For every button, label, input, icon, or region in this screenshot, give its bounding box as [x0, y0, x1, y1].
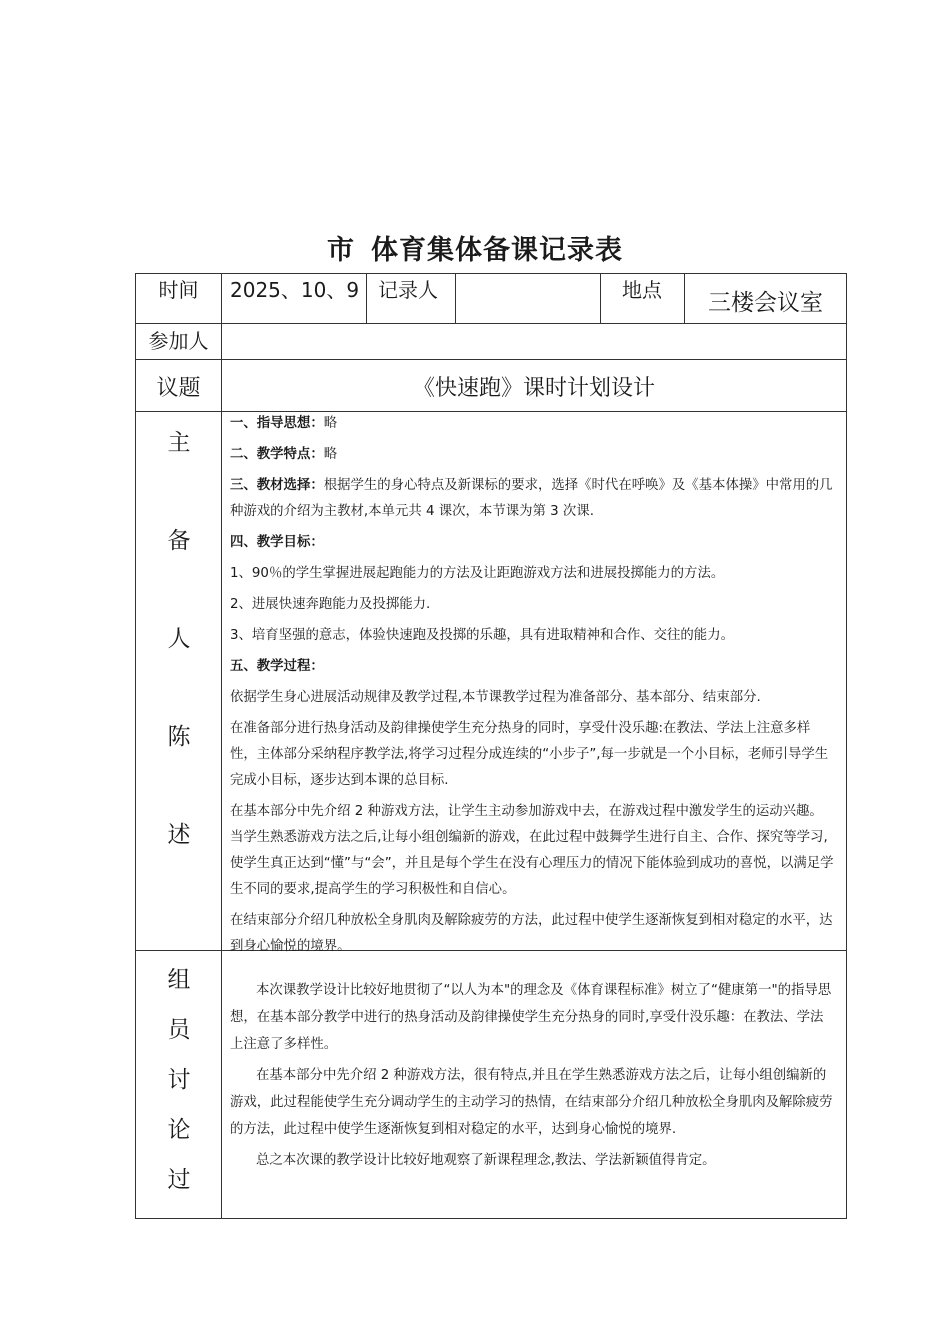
title-main: 体育集体备课记录表: [371, 235, 623, 266]
discussion-paragraph: 在基本部分中先介绍 2 种游戏方法，很有特点,并且在学生熟悉游戏方法之后，让每小组创编新的游戏，此过程能使学生充分调动学生的主动学习的热情，在结束部分介绍几种放松全身肌肉及解除疲劳的方法，此过程中使学生逐渐恢复到相对稳定的水平，达到身心愉悦的境界.: [230, 1068, 833, 1137]
section-teaching-goals: [230, 530, 836, 556]
discussion-label-char: 过: [167, 1167, 191, 1193]
table-border-bottom: [135, 1218, 847, 1219]
presenter-label-char: 述: [167, 822, 191, 848]
section-guiding-idea: [230, 411, 836, 437]
discussion-paragraph: 总之本次课的教学设计比较好地观察了新课程理念,教法、学法新颖值得肯定。: [256, 1153, 716, 1168]
participants-label: 参加人: [148, 329, 209, 353]
section-teaching-features: [230, 442, 836, 468]
discussion-paragraph: 本次课教学设计比较好地贯彻了“以人为本"的理念及《体育课程标准》树立了“健康第一"的指导思想，在基本部分教学中进行的热身活动及韵律操使学生充分热身的同时,享受什没乐趣：在教法、学法上注意了多样性。: [230, 983, 832, 1052]
column-divider: [366, 273, 367, 323]
discussion-content: [230, 977, 836, 1174]
presenter-label-char: 主: [167, 430, 191, 456]
discussion-label-char: 讨: [167, 1067, 191, 1093]
time-value: 2025、10、9: [230, 278, 360, 302]
discussion-label-char: 论: [167, 1117, 191, 1143]
goal-item: 2、进展快速奔跑能力及投掷能力.: [230, 597, 431, 612]
section-heading: 五、教学过程：: [230, 659, 324, 674]
section-heading: 一、指导思想：: [230, 416, 324, 431]
presenter-label-char: 人: [167, 626, 191, 652]
row-divider: [135, 359, 847, 360]
place-label: 地点: [622, 278, 662, 302]
section-heading: 四、教学目标：: [230, 535, 324, 550]
section-body: 略: [323, 416, 338, 431]
section-body: 略: [323, 447, 338, 462]
discussion-label-char: 组: [167, 967, 191, 993]
page-title: [0, 228, 950, 267]
section-heading: 二、教学特点：: [230, 447, 324, 462]
title-prefix: 市: [327, 235, 355, 266]
section-body: 根据学生的身心特点及新课标的要求，选择《时代在呼唤》及《基本体操》中常用的几种游戏的介绍为主教材,本单元共 4 课次，本节课为第 3 次课.: [230, 478, 833, 519]
discussion-label-char: 员: [167, 1017, 191, 1043]
section-material-choice: [230, 473, 836, 525]
time-label: 时间: [158, 278, 199, 302]
topic-label: 议题: [156, 376, 201, 401]
topic-value: 《快速跑》课时计划设计: [412, 376, 655, 401]
goal-item: 3、培育坚强的意志，体验快速跑及投掷的乐趣，具有进取精神和合作、交往的能力。: [230, 628, 734, 643]
section-heading: 三、教材选择：: [230, 478, 324, 493]
row-divider: [135, 323, 847, 324]
goal-item: 1、90％的学生掌握进展起跑能力的方法及让距跑游戏方法和进展投掷能力的方法。: [230, 566, 725, 581]
process-paragraph: 在准备部分进行热身活动及韵律操使学生充分热身的同时，享受什没乐趣:在教法、学法上注意多样性，主体部分采纳程序教学法,将学习过程分成连续的“小步子”,每一步就是一个小目标，老师引导学生完成小目标，逐步达到本课的总目标.: [230, 721, 829, 788]
presenter-statement: [230, 411, 836, 960]
presenter-label-char: 备: [167, 528, 191, 554]
process-paragraph: 在结束部分介绍几种放松全身肌肉及解除疲劳的方法，此过程中使学生逐渐恢复到相对稳定的水平，达到身心愉悦的境界。: [230, 913, 833, 954]
process-paragraph: 在基本部分中先介绍 2 种游戏方法，让学生主动参加游戏中去，在游戏过程中激发学生的运动兴趣。当学生熟悉游戏方法之后,让每小组创编新的游戏，在此过程中鼓舞学生进行自主、合作、探究等学习,使学生真正达到“懂”与“会”，并且是每个学生在没有心理压力的情况下能体验到成功的喜悦，以满足学生不同的要求,提高学生的学习积极性和自信心。: [230, 804, 834, 897]
table-border-right: [846, 273, 847, 1219]
column-divider: [455, 273, 456, 323]
process-paragraph: 依据学生身心进展活动规律及教学过程,本节课教学过程为准备部分、基本部分、结束部分.: [230, 690, 761, 705]
place-value: 三楼会议室: [708, 290, 823, 316]
presenter-label-char: 陈: [167, 724, 191, 750]
section-teaching-process: [230, 654, 836, 680]
recorder-label: 记录人: [378, 278, 438, 302]
